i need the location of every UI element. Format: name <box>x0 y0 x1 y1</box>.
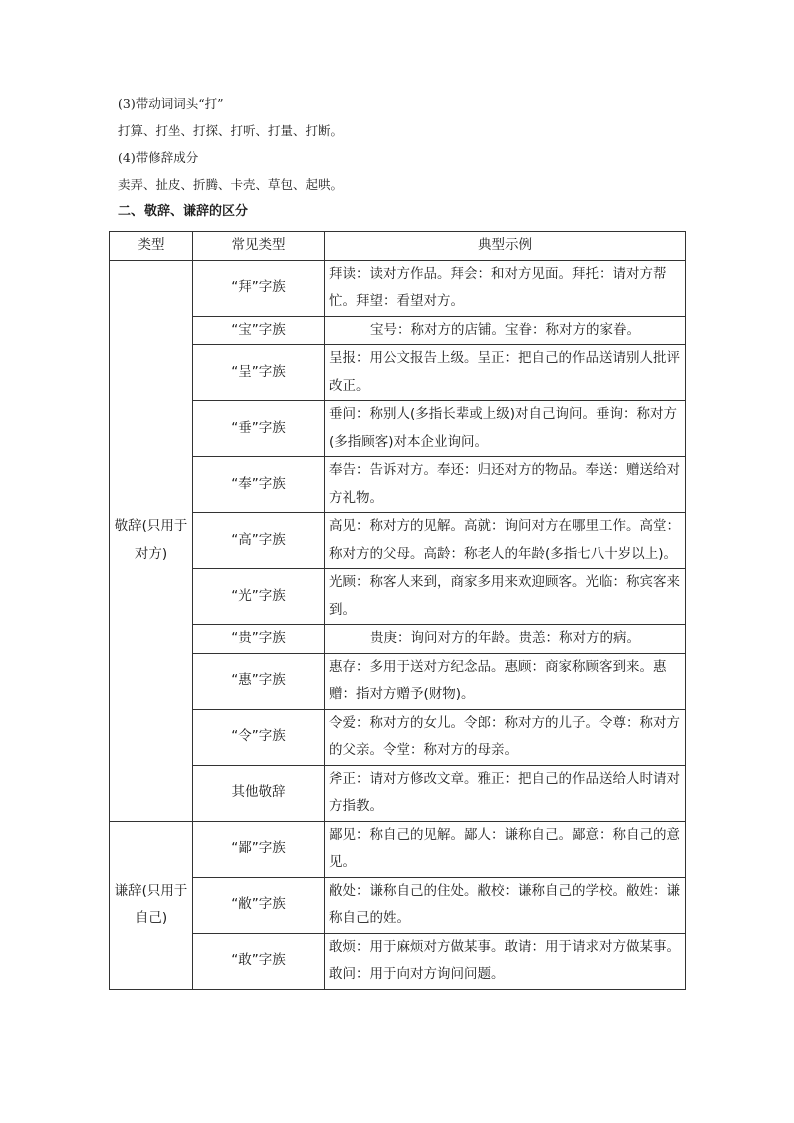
table-row <box>110 316 686 345</box>
intro-section <box>118 96 698 220</box>
table-row <box>110 345 686 401</box>
type-cell: “呈”字族 <box>193 345 325 401</box>
table-row <box>110 260 686 316</box>
section-title: 二、敬辞、谦辞的区分 <box>118 204 249 219</box>
example-cell: 拜读：读对方作品。拜会：和对方见面。拜托：请对方帮忙。拜望：看望对方。 <box>325 260 686 316</box>
type-cell: “令”字族 <box>193 709 325 765</box>
header-common-type: 常见类型 <box>193 232 325 261</box>
header-category: 类型 <box>110 232 193 261</box>
type-cell: “高”字族 <box>193 513 325 569</box>
category-honorific: 敬辞(只用于对方) <box>110 260 193 821</box>
table-row <box>110 513 686 569</box>
example-cell: 敢烦：用于麻烦对方做某事。敢请：用于请求对方做某事。敢问：用于向对方询问问题。 <box>325 933 686 989</box>
type-cell: “拜”字族 <box>193 260 325 316</box>
table-row <box>110 457 686 513</box>
table-row <box>110 401 686 457</box>
example-cell: 奉告：告诉对方。奉还：归还对方的物品。奉送：赠送给对方礼物。 <box>325 457 686 513</box>
table-row <box>110 821 686 877</box>
type-cell: “贵”字族 <box>193 625 325 654</box>
example-cell: 令爱：称对方的女儿。令郎：称对方的儿子。令尊：称对方的父亲。令堂：称对方的母亲。 <box>325 709 686 765</box>
type-cell: “敝”字族 <box>193 877 325 933</box>
example-cell: 敝处：谦称自己的住处。敝校：谦称自己的学校。敝姓：谦称自己的姓。 <box>325 877 686 933</box>
word-list-rhetorical: 卖弄、扯皮、折腾、卡壳、草包、起哄。 <box>118 177 344 192</box>
type-cell: “宝”字族 <box>193 316 325 345</box>
table-row <box>110 709 686 765</box>
type-cell: 其他敬辞 <box>193 765 325 821</box>
example-cell: 宝号：称对方的店铺。宝眷：称对方的家眷。 <box>325 316 686 345</box>
type-cell: “惠”字族 <box>193 653 325 709</box>
example-cell: 呈报：用公文报告上级。呈正：把自己的作品送请别人批评改正。 <box>325 345 686 401</box>
honorific-humble-table <box>109 231 686 990</box>
example-cell: 高见：称对方的见解。高就：询问对方在哪里工作。高堂：称对方的父母。高龄：称老人的年龄(多指七八十岁以上)。 <box>325 513 686 569</box>
example-cell: 惠存：多用于送对方纪念品。惠顾：商家称顾客到来。惠赠：指对方赠予(财物)。 <box>325 653 686 709</box>
type-cell: “光”字族 <box>193 569 325 625</box>
table-row <box>110 625 686 654</box>
example-cell: 贵庚：询问对方的年龄。贵恙：称对方的病。 <box>325 625 686 654</box>
word-list-da: 打算、打坐、打探、打听、打量、打断。 <box>118 123 344 138</box>
type-cell: “奉”字族 <box>193 457 325 513</box>
example-cell: 鄙见：称自己的见解。鄙人：谦称自己。鄙意：称自己的意见。 <box>325 821 686 877</box>
subheading-rhetorical: (4)带修辞成分 <box>118 150 199 165</box>
type-cell: “鄙”字族 <box>193 821 325 877</box>
table-row <box>110 933 686 989</box>
category-humble: 谦辞(只用于自己) <box>110 821 193 989</box>
table-row <box>110 569 686 625</box>
type-cell: “垂”字族 <box>193 401 325 457</box>
example-cell: 垂问：称别人(多指长辈或上级)对自己询问。垂询：称对方(多指顾客)对本企业询问。 <box>325 401 686 457</box>
header-example: 典型示例 <box>325 232 686 261</box>
table-row <box>110 765 686 821</box>
table-row <box>110 877 686 933</box>
subheading-prefix-da: (3)带动词词头“打” <box>118 96 224 111</box>
example-cell: 斧正：请对方修改文章。雅正：把自己的作品送给人时请对方指教。 <box>325 765 686 821</box>
table-row <box>110 653 686 709</box>
example-cell: 光顾：称客人来到，商家多用来欢迎顾客。光临：称宾客来到。 <box>325 569 686 625</box>
type-cell: “敢”字族 <box>193 933 325 989</box>
table-header-row <box>110 232 686 261</box>
